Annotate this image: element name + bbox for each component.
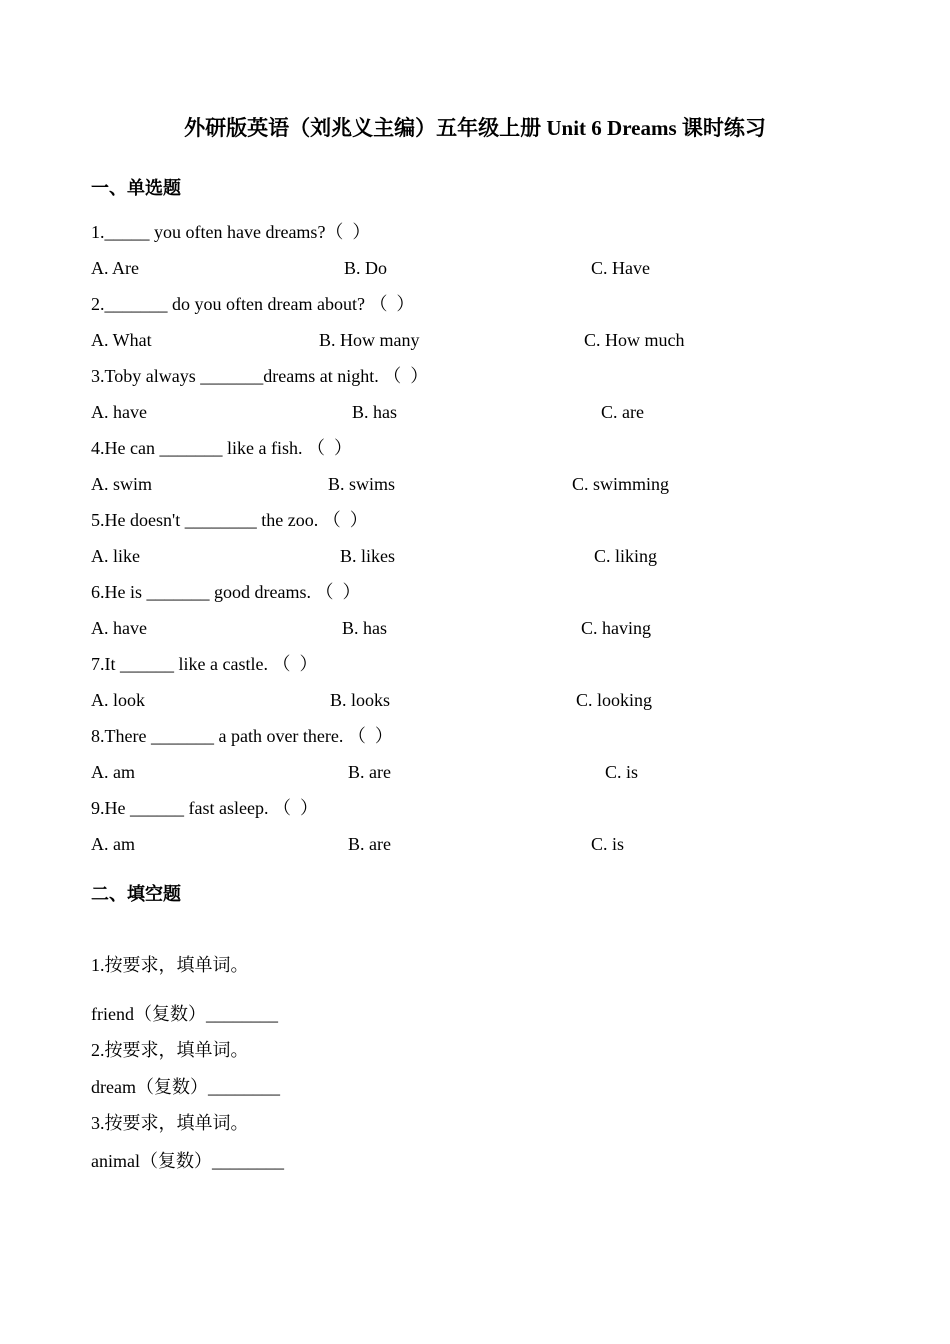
- fill-prompt: 1.按要求，填单词。: [91, 955, 249, 975]
- option-c: C. is: [605, 762, 639, 782]
- question-stem: 5.He doesn't ________ the zoo. （ ）: [91, 510, 368, 530]
- document-title: 外研版英语（刘兆义主编）五年级上册 Unit 6 Dreams 课时练习: [184, 116, 766, 140]
- option-a: A. have: [91, 402, 147, 422]
- option-b: B. likes: [340, 546, 396, 566]
- option-c: C. having: [581, 618, 651, 638]
- question-stem: 3.Toby always _______dreams at night. （ ）: [91, 366, 429, 386]
- option-b: B. Do: [344, 258, 388, 278]
- option-b: B. swims: [328, 474, 396, 494]
- option-a: A. Are: [91, 258, 139, 278]
- option-b: B. How many: [319, 330, 420, 350]
- fill-prompt: 3.按要求，填单词。: [91, 1113, 249, 1133]
- question-stem: 6.He is _______ good dreams. （ ）: [91, 582, 361, 602]
- option-c: C. Have: [591, 258, 650, 278]
- option-b: B. has: [352, 402, 397, 422]
- option-c: C. liking: [594, 546, 658, 566]
- option-a: A. have: [91, 618, 147, 638]
- question-stem: 1._____ you often have dreams?（ ）: [91, 222, 371, 242]
- option-a: A. am: [91, 834, 135, 854]
- option-a: A. swim: [91, 474, 153, 494]
- option-c: C. looking: [576, 690, 653, 710]
- option-b: B. has: [342, 618, 387, 638]
- question-stem: 9.He ______ fast asleep. （ ）: [91, 798, 318, 818]
- fill-prompt: 2.按要求，填单词。: [91, 1040, 249, 1060]
- section-heading-single-choice: 一、单选题: [91, 178, 181, 199]
- option-a: A. like: [91, 546, 140, 566]
- option-b: B. are: [348, 834, 391, 854]
- option-b: B. are: [348, 762, 391, 782]
- option-c: C. swimming: [572, 474, 670, 494]
- option-a: A. am: [91, 762, 135, 782]
- fill-item: friend（复数）________: [91, 1004, 278, 1024]
- question-stem: 8.There _______ a path over there. （ ）: [91, 726, 393, 746]
- question-stem: 4.He can _______ like a fish. （ ）: [91, 438, 352, 458]
- fill-item: dream（复数）________: [91, 1077, 280, 1097]
- option-a: A. What: [91, 330, 152, 350]
- option-c: C. How much: [584, 330, 685, 350]
- option-c: C. is: [591, 834, 625, 854]
- option-c: C. are: [601, 402, 644, 422]
- fill-item: animal（复数）________: [91, 1151, 284, 1171]
- option-a: A. look: [91, 690, 145, 710]
- question-stem: 2._______ do you often dream about? （ ）: [91, 294, 415, 314]
- option-b: B. looks: [330, 690, 391, 710]
- section-heading-fill-in: 二、填空题: [91, 884, 181, 905]
- question-stem: 7.It ______ like a castle. （ ）: [91, 654, 318, 674]
